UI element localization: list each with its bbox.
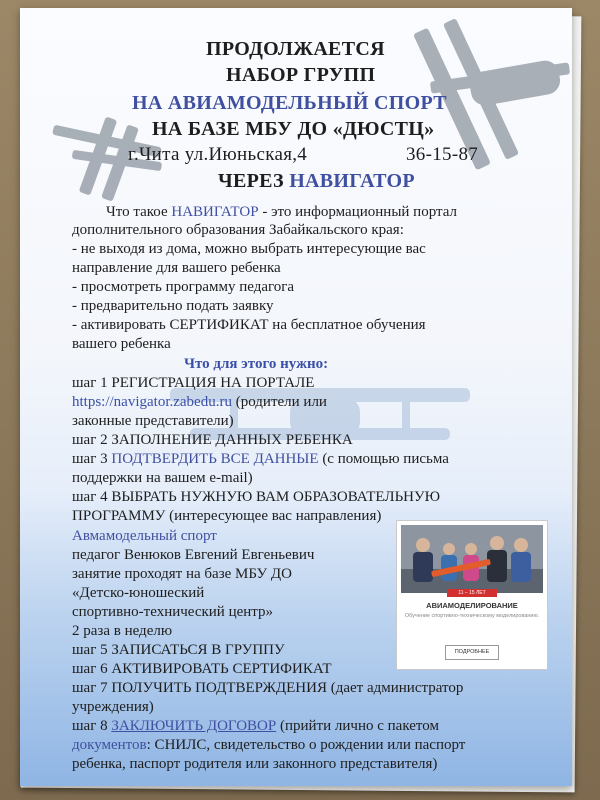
intro-bullet-3: - предварительно подать заявку [72, 298, 274, 314]
club-name: Авмамодельный спорт [72, 528, 217, 544]
heading-line-2: НАБОР ГРУПП [226, 64, 376, 86]
intro-bullet-1-cont: направление для вашего ребенка [72, 260, 281, 276]
step-7-cont: учреждения) [72, 699, 154, 715]
group-photo [401, 525, 543, 593]
more-button[interactable]: ПОДРОБНЕЕ [445, 645, 499, 660]
heading-line-1: ПРОДОЛЖАЕТСЯ [206, 38, 385, 60]
age-badge: 11 – 15 ЛЕТ [447, 589, 497, 597]
step-8-cont-2: ребенка, паспорт родителя или законного представителя) [72, 756, 438, 772]
heading-line-6: ЧЕРЕЗ НАВИГАТОР [218, 170, 415, 192]
intro-bullet-2: - просмотреть программу педагога [72, 279, 295, 295]
venue-line-3: спортивно-технический центр» [72, 604, 274, 620]
step-3: шаг 3 ПОДТВЕРДИТЬ ВСЕ ДАННЫЕ (с помощью письма [72, 451, 449, 467]
intro-bullet-4-cont: вашего ребенка [72, 336, 171, 352]
poster-sheet [20, 8, 572, 786]
people-photo-icon [401, 525, 543, 593]
step-7: шаг 7 ПОЛУЧИТЬ ПОДТВЕРЖДЕНИЯ (дает администратор [72, 680, 464, 696]
step-4-cont: ПРОГРАММУ (интересующее вас направления) [72, 508, 382, 524]
step-6: шаг 6 АКТИВИРОВАТЬ СЕРТИФИКАТ [72, 661, 332, 677]
venue-line-1: занятие проходят на базе МБУ ДО [72, 566, 292, 582]
heading-line-3: НА АВИАМОДЕЛЬНЫЙ СПОРТ [132, 92, 447, 114]
step-1: шаг 1 РЕГИСТРАЦИЯ НА ПОРТАЛЕ [72, 375, 315, 391]
teacher-name: педагог Венюков Евгений Евгеньевич [72, 547, 315, 563]
venue-line-2: «Детско-юношеский [72, 585, 205, 601]
program-card [396, 520, 548, 670]
heading-line-4: НА БАЗЕ МБУ ДО «ДЮСТЦ» [152, 118, 435, 140]
intro-bullet-4: - активировать СЕРТИФИКАТ на бесплатное обучения [72, 317, 426, 333]
step-3-cont: поддержки на вашем e-mail) [72, 470, 253, 486]
address: г.Чита ул.Июньская,4 [128, 144, 308, 165]
step-4: шаг 4 ВЫБРАТЬ НУЖНУЮ ВАМ ОБРАЗОВАТЕЛЬНУЮ [72, 489, 441, 505]
step-1-cont: законные представители) [72, 413, 234, 429]
step-8: шаг 8 ЗАКЛЮЧИТЬ ДОГОВОР (прийти лично с пакетом [72, 718, 439, 734]
phone: 36-15-87 [406, 144, 479, 165]
step-2: шаг 2 ЗАПОЛНЕНИЕ ДАННЫХ РЕБЕНКА [72, 432, 353, 448]
card-title: АВИАМОДЕЛИРОВАНИЕ [426, 601, 518, 610]
step-5: шаг 5 ЗАПИСАТЬСЯ В ГРУППУ [72, 642, 285, 658]
intro-line-2: дополнительного образования Забайкальского края: [72, 222, 404, 238]
steps-header: Что для этого нужно: [184, 356, 329, 372]
card-subtitle: Обучение спортивно-техническому моделированию. [404, 613, 540, 619]
step-8-cont: документов: СНИЛС, свидетельство о рождении или паспорт [72, 737, 466, 753]
navigator-link[interactable]: https://navigator.zabedu.ru [72, 394, 232, 410]
intro-line-1: Что такое НАВИГАТОР - это информационный портал [106, 204, 458, 220]
intro-bullet-1: - не выходя из дома, можно выбрать интересующие вас [72, 241, 426, 257]
frequency: 2 раза в неделю [72, 623, 173, 639]
step-1-link-line: https://navigator.zabedu.ru (родители или [72, 394, 327, 410]
